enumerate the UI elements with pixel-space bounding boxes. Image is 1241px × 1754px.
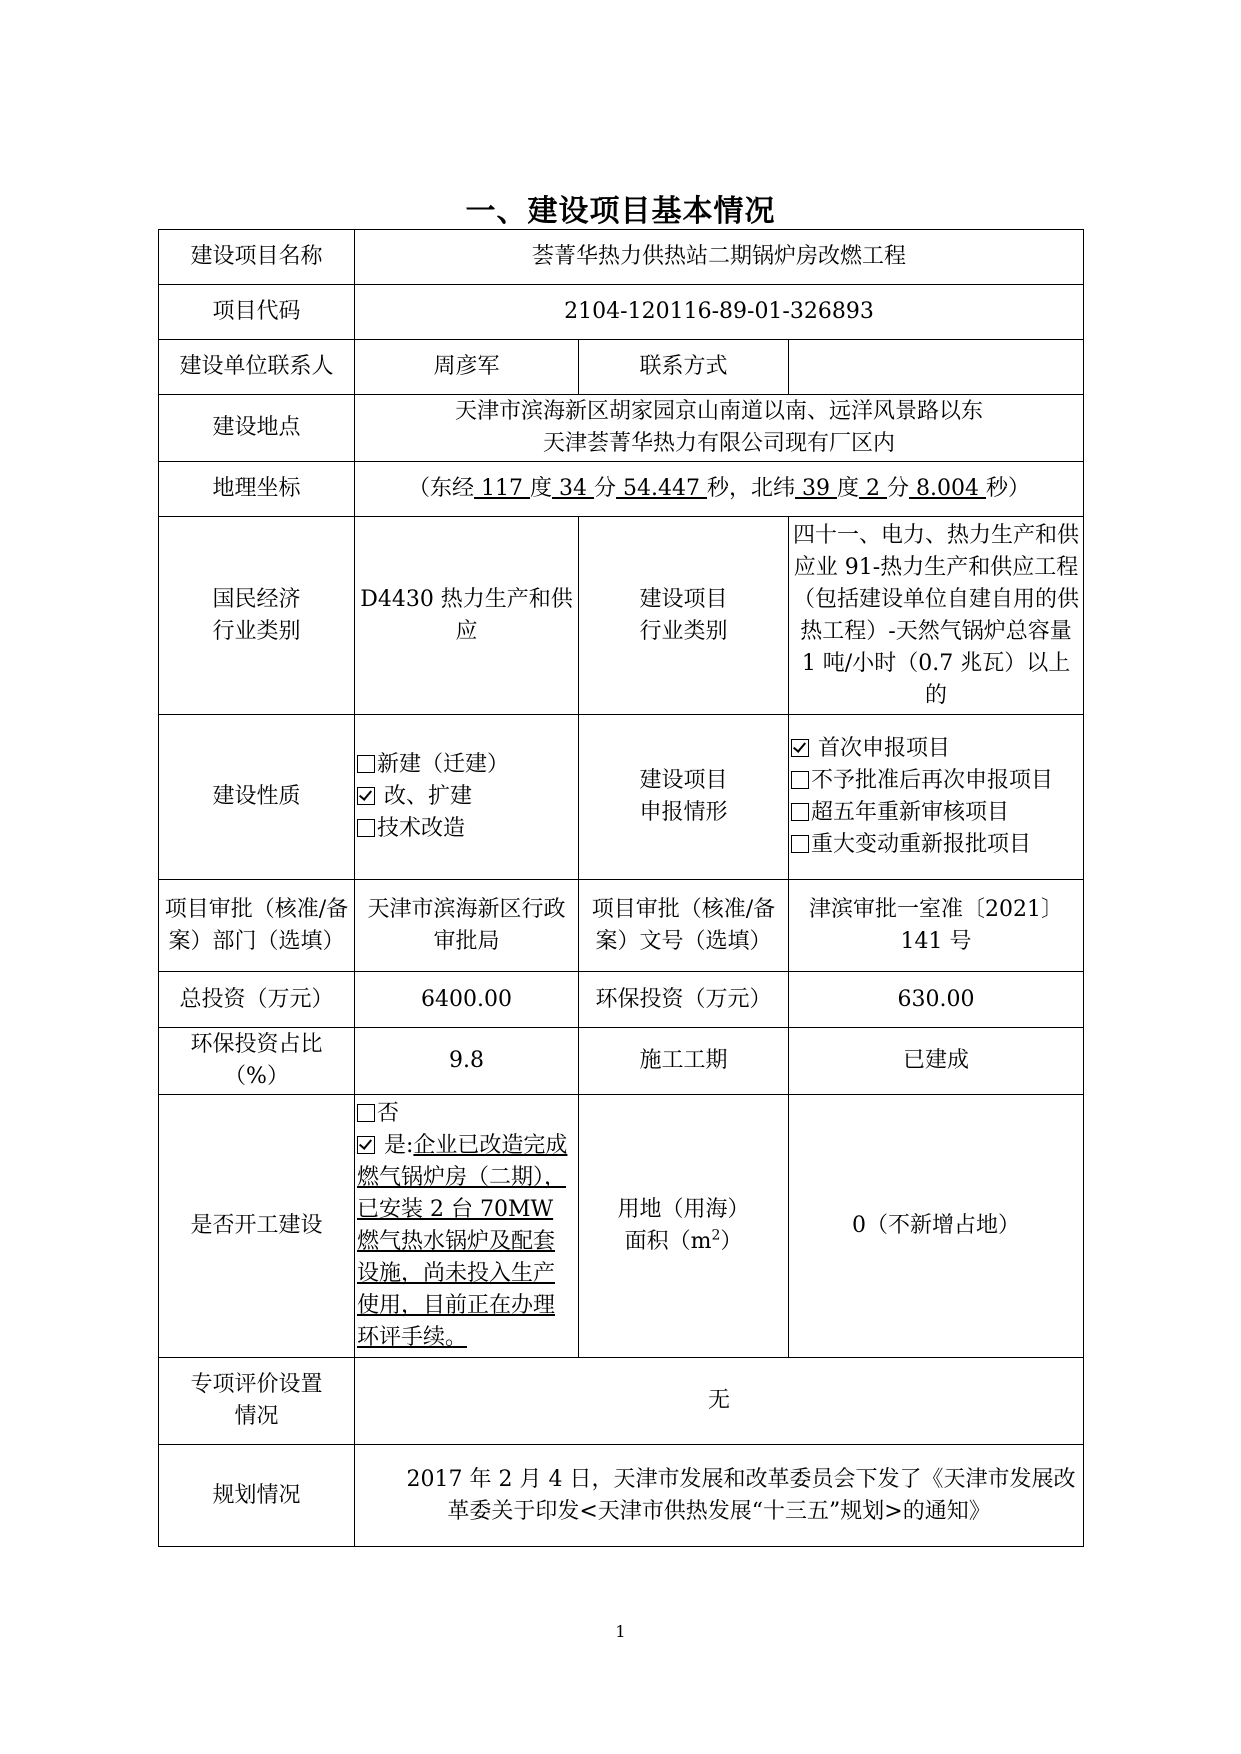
land-label-line: [581, 1226, 786, 1258]
geo-text: 秒）: [985, 476, 1030, 501]
contact-method-value: [789, 340, 1084, 395]
env-invest-label: 环保投资（万元）: [579, 972, 789, 1028]
started-label: 是否开工建设: [159, 1095, 355, 1358]
plan-text: 2017 年 2 月 4 日，天津市发展和改革委员会下发了《天津市发展改革委关于印发<天津市供热发展“十三五”规划>的通知》: [406, 1466, 1076, 1524]
geo-lon-min: 34: [552, 476, 595, 501]
project-industry-label: [579, 517, 789, 715]
declare-label-line: 建设项目: [639, 768, 728, 793]
declare-label-line: 申报情形: [639, 800, 728, 825]
geo-lat-sec: 8.004: [909, 476, 986, 501]
declare-option-text: 超五年重新审核项目: [811, 800, 1010, 825]
special-label: [159, 1358, 355, 1445]
approval-no-value: 津滨审批一室准〔2021〕141 号: [789, 880, 1084, 972]
project-info-table: [158, 229, 1084, 1547]
env-ratio-label-line: 环保投资占比: [190, 1032, 323, 1057]
project-code-label: 项目代码: [159, 285, 355, 340]
geo-text: 分: [594, 476, 617, 501]
nature-option-expand: [357, 781, 576, 813]
geo-text: （东经: [408, 476, 475, 501]
checked-checkbox-icon: [357, 1136, 375, 1154]
project-name-value: 荟菁华热力供热站二期锅炉房改燃工程: [355, 230, 1084, 285]
location-value: [355, 395, 1084, 462]
approval-dept-label: 项目审批（核准/备案）部门（选填）: [159, 880, 355, 972]
row-planning: [159, 1445, 1084, 1547]
land-label-sup: 2: [711, 1227, 721, 1244]
nature-options: [355, 715, 579, 880]
checked-checkbox-icon: [791, 739, 809, 757]
location-line-2: 天津荟菁华热力有限公司现有厂区内: [543, 431, 896, 456]
checkbox-icon: [357, 1104, 375, 1122]
geo-lat-min: 2: [859, 476, 887, 501]
env-ratio-label: [159, 1028, 355, 1095]
contact-value: 周彦军: [355, 340, 579, 395]
location-line-1: 天津市滨海新区胡家园京山南道以南、远洋风景路以东: [455, 399, 984, 424]
industry-label-line: 国民经济: [212, 586, 301, 612]
industry-label: [159, 517, 355, 715]
checkbox-icon: [791, 835, 809, 853]
row-started: [159, 1095, 1084, 1358]
industry-label-line: 行业类别: [212, 618, 301, 644]
project-code-value: 2104-120116-89-01-326893: [355, 285, 1084, 340]
row-location: [159, 395, 1084, 462]
nature-option-new: [357, 749, 576, 781]
checkbox-icon: [357, 819, 375, 837]
geo-text: 度: [530, 476, 553, 501]
env-ratio-value: 9.8: [355, 1028, 579, 1095]
plan-value: [355, 1445, 1084, 1547]
nature-option-tech: [357, 813, 576, 845]
project-industry-label-line: 行业类别: [639, 618, 728, 644]
declare-option-text: 重大变动重新报批项目: [811, 832, 1032, 857]
started-option-yes: [357, 1133, 567, 1350]
checkbox-icon: [791, 771, 809, 789]
project-industry-value: 四十一、电力、热力生产和供应业 91-热力生产和供应工程（包括建设单位自建自用的供热工程）-天然气锅炉总容量 1 吨/小时（0.7 兆瓦）以上的: [789, 517, 1084, 715]
geo-lon-sec: 54.447: [616, 476, 707, 501]
land-value: 0（不新增占地）: [789, 1095, 1084, 1358]
declare-option-five-years: [791, 797, 1081, 829]
land-label-text: ）: [720, 1229, 743, 1254]
declare-option-text: 首次申报项目: [811, 736, 950, 761]
special-value: 无: [355, 1358, 1084, 1445]
declare-options: [789, 715, 1084, 880]
geo-text: 分: [887, 476, 910, 501]
row-geo: [159, 462, 1084, 517]
nature-label: 建设性质: [159, 715, 355, 880]
row-env-ratio: [159, 1028, 1084, 1095]
section-title: 一、建设项目基本情况: [465, 194, 776, 229]
land-label-text: 面积（m: [624, 1229, 712, 1254]
row-special-eval: [159, 1358, 1084, 1445]
approval-no-label: 项目审批（核准/备案）文号（选填）: [579, 880, 789, 972]
land-label: [579, 1095, 789, 1358]
period-label: 施工工期: [579, 1028, 789, 1095]
started-value: [355, 1095, 579, 1358]
declare-option-text: 不予批准后再次申报项目: [811, 768, 1054, 793]
row-industry: [159, 517, 1084, 715]
row-nature: [159, 715, 1084, 880]
location-label: 建设地点: [159, 395, 355, 462]
contact-label: 建设单位联系人: [159, 340, 355, 395]
project-name-label: 建设项目名称: [159, 230, 355, 285]
started-yes-prefix: 是:: [377, 1133, 414, 1158]
land-label-line: 用地（用海）: [617, 1197, 750, 1222]
declare-option-first: [791, 733, 1081, 765]
invest-label: 总投资（万元）: [159, 972, 355, 1028]
row-project-code: [159, 285, 1084, 340]
page-number: 1: [615, 1622, 626, 1641]
env-ratio-label-line: （%）: [224, 1064, 289, 1089]
checked-checkbox-icon: [357, 787, 375, 805]
row-contact: [159, 340, 1084, 395]
started-no-text: 否: [377, 1101, 400, 1126]
row-project-name: [159, 230, 1084, 285]
declare-label: [579, 715, 789, 880]
approval-dept-value: 天津市滨海新区行政审批局: [355, 880, 579, 972]
row-approval: [159, 880, 1084, 972]
geo-label: 地理坐标: [159, 462, 355, 517]
plan-label: 规划情况: [159, 1445, 355, 1547]
contact-method-label: 联系方式: [579, 340, 789, 395]
special-label-line: 情况: [234, 1404, 279, 1429]
declare-option-major-change: [791, 829, 1081, 861]
invest-value: 6400.00: [355, 972, 579, 1028]
nature-option-text: 技术改造: [377, 816, 466, 841]
period-value: 已建成: [789, 1028, 1084, 1095]
geo-text: 秒，北纬: [707, 476, 796, 501]
row-investment: [159, 972, 1084, 1028]
nature-option-text: 新建（迁建）: [377, 752, 510, 777]
started-yes-text: 企业已改造完成燃气锅炉房（二期），已安装 2 台 70MW 燃气热水锅炉及配套设施，尚未投入生产使用，目前正在办理环评手续。: [357, 1133, 568, 1350]
nature-option-text: 改、扩建: [377, 784, 472, 809]
checkbox-icon: [357, 755, 375, 773]
env-invest-value: 630.00: [789, 972, 1084, 1028]
project-industry-label-line: 建设项目: [639, 586, 728, 612]
industry-value: D4430 热力生产和供应: [355, 517, 579, 715]
geo-lon-deg: 117: [474, 476, 531, 501]
declare-option-resubmit: [791, 765, 1081, 797]
geo-text: 度: [837, 476, 860, 501]
checkbox-icon: [791, 803, 809, 821]
special-label-line: 专项评价设置: [190, 1372, 323, 1397]
geo-lat-deg: 39: [795, 476, 837, 501]
geo-value: [355, 462, 1084, 517]
started-option-no: [357, 1098, 576, 1130]
